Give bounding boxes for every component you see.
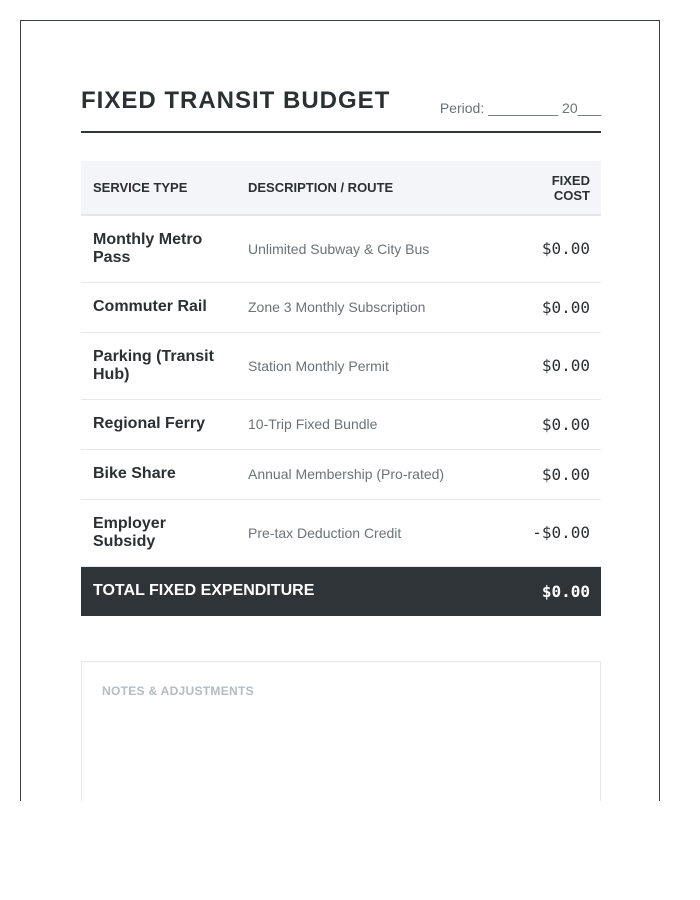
notes-label: NOTES & ADJUSTMENTS [102, 684, 254, 698]
description-cell: Station Monthly Permit [248, 357, 389, 374]
cost-cell[interactable]: $0.00 [541, 464, 590, 484]
table-row [81, 332, 601, 399]
table-row [81, 399, 601, 449]
service-type-cell: Commuter Rail [93, 298, 207, 315]
period-field: Period: _________ 20___ [439, 100, 601, 116]
table-row [81, 449, 601, 499]
description-cell: Pre-tax Deduction Credit [248, 524, 402, 541]
table-row [81, 499, 601, 566]
header-fixed-cost [501, 161, 601, 215]
header-description: DESCRIPTION / ROUTE [248, 180, 394, 195]
service-type-cell: Monthly Metro Pass [93, 230, 203, 266]
header-fixed-cost-line1: FIXED [551, 172, 590, 188]
description-cell: 10-Trip Fixed Bundle [248, 416, 378, 432]
table-row [81, 215, 601, 282]
description-cell: Unlimited Subway & City Bus [248, 240, 430, 257]
budget-table [81, 161, 601, 616]
table-header-row [81, 161, 601, 215]
description-cell: Annual Membership (Pro-rated) [248, 466, 445, 482]
document-header [81, 87, 601, 133]
total-label: TOTAL FIXED EXPENDITURE [93, 582, 315, 600]
cost-cell[interactable]: -$0.00 [532, 523, 590, 542]
service-type-cell: Bike Share [93, 465, 176, 482]
service-type-cell: Employer Subsidy [93, 514, 166, 550]
cost-cell[interactable]: $0.00 [541, 414, 590, 434]
total-row [81, 566, 601, 616]
description-cell: Zone 3 Monthly Subscription [248, 299, 426, 315]
total-value: $0.00 [541, 581, 590, 601]
budget-sheet [20, 20, 660, 801]
service-type-cell: Parking (Transit Hub) [93, 347, 214, 383]
cost-cell[interactable]: $0.00 [541, 356, 590, 375]
header-fixed-cost-line2: COST [553, 187, 590, 203]
table-row [81, 282, 601, 332]
cost-cell[interactable]: $0.00 [541, 297, 590, 317]
service-type-cell: Regional Ferry [93, 415, 206, 432]
header-service-type: SERVICE TYPE [93, 180, 188, 195]
cost-cell[interactable]: $0.00 [541, 239, 590, 259]
page-title: FIXED TRANSIT BUDGET [81, 87, 391, 114]
notes-box[interactable] [81, 661, 601, 801]
